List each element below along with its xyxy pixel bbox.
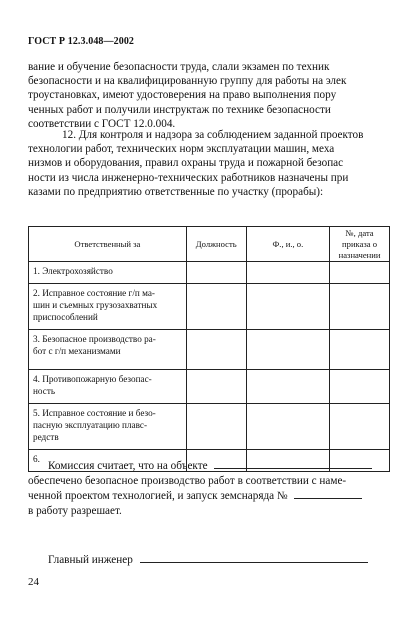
commission-text: Комиссия считает, что на объекте [48,460,208,472]
text-line: 12. Для контроля и надзора за соблюдением заданной проектов [62,129,364,141]
signature-blank-line [140,552,368,563]
chief-engineer-signature [48,552,368,566]
cell-line: шин и съемных грузозахватных [33,299,158,310]
cell-line: 3. Безопасное производство ра- [33,334,156,344]
text-line: низмов и оборудования, правил охраны труда и пожарной безопас [28,157,344,170]
cell-line: 5. Исправное состояние и безо- [33,408,156,418]
table-row [29,330,390,370]
dredger-number-blank-line [294,488,362,499]
paragraph-control [28,128,390,199]
object-blank-line [214,458,372,469]
cell-position [186,330,246,370]
cell-responsible [29,370,187,404]
cell-name [246,404,329,450]
table-row [29,262,390,284]
text-line: безопасности и на квалифицированную группу для работы на элек [28,75,347,88]
commission-statement [28,458,390,518]
table-row [29,284,390,330]
page-number: 24 [28,576,39,588]
paragraph-qualification [28,60,390,131]
cell-name [246,370,329,404]
cell-line: ность [33,385,56,396]
cell-order [330,330,390,370]
commission-line-2: обеспечено безопасное производство работ в соответствии с наме- [28,474,347,487]
commission-line-1 [28,458,390,474]
table-header-row [29,227,390,262]
chief-engineer-label: Главный инженер [48,554,133,566]
cell-line: 2. Исправное состояние г/п ма- [33,288,155,298]
text-line: соответствии с ГОСТ 12.0.004. [28,117,176,130]
cell-order [330,284,390,330]
responsibility-table [28,226,390,472]
text-line: ченных работ и получили инструктаж по технике безопасности [28,103,331,116]
cell-line: приспособлений [33,311,98,322]
table-row [29,370,390,404]
commission-text: ченной проектом технологией, и запуск земснаряда № [28,490,288,502]
order-header-line: приказа о [342,238,378,249]
cell-position [186,404,246,450]
cell-position [186,262,246,284]
cell-responsible [29,404,187,450]
cell-name [246,330,329,370]
cell-line: 4. Противопожарную безопас- [33,374,152,384]
cell-line: пасную эксплуатацию плавс- [33,419,148,430]
cell-line: редств [33,431,59,442]
order-header-line: назначении [338,249,381,260]
column-header-position: Должность [186,227,246,262]
cell-name [246,262,329,284]
cell-order [330,370,390,404]
commission-line-3 [28,488,390,504]
text-line: вание и обучение безопасности труда, слали экзамен по техник [28,61,330,73]
cell-position [186,370,246,404]
text-line: технологии работ, технических норм эксплуатации машин, меха [28,143,335,156]
cell-responsible [29,262,187,284]
cell-responsible [29,284,187,330]
table-row [29,404,390,450]
text-line: казами по предприятию ответственные по участку (прорабы): [28,185,324,198]
cell-line: 1. Электрохозяйство [33,266,113,276]
document-header: ГОСТ Р 12.3.048—2002 [28,36,135,47]
column-header-responsible: Ответственный за [29,227,187,262]
column-header-name: Ф., и., о. [246,227,329,262]
cell-line: 6. [33,454,40,464]
cell-responsible [29,330,187,370]
cell-order [330,262,390,284]
cell-order [330,404,390,450]
text-line: ности из числа инженерно-технических работников назначены при [28,171,349,184]
text-line: троустановках, имеют удостоверения на право выполнения пору [28,89,337,102]
commission-line-4: в работу разрешает. [28,504,122,517]
cell-line: бот с г/п механизмами [33,345,121,356]
order-header-line: №, дата [345,227,374,238]
cell-name [246,284,329,330]
cell-position [186,284,246,330]
column-header-order [330,227,390,262]
